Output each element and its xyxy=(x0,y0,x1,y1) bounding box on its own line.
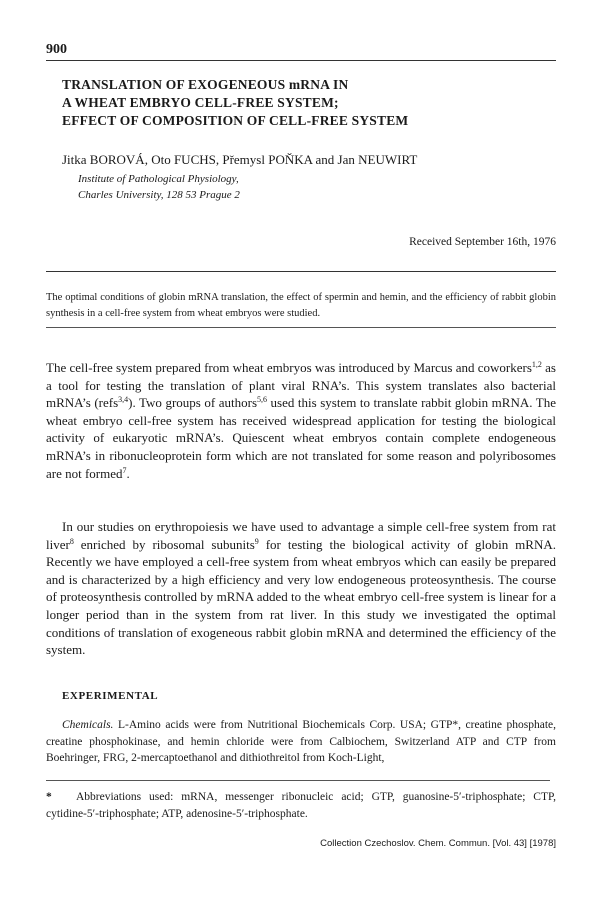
citation: 8 xyxy=(69,536,74,546)
page-number: 900 xyxy=(46,42,67,57)
footnote-rule xyxy=(46,780,550,781)
author-list: Jitka BOROVÁ, Oto FUCHS, Přemysl POŇKA and Jan NEUWIRT xyxy=(62,152,418,167)
header-rule xyxy=(46,60,556,61)
abstract-top-rule xyxy=(46,271,556,272)
title-line: EFFECT OF COMPOSITION OF CELL-FREE SYSTEM xyxy=(62,113,409,128)
section-heading: EXPERIMENTAL xyxy=(62,690,159,702)
citation: 7 xyxy=(122,465,127,475)
run-in-heading: Chemicals. xyxy=(62,719,114,731)
affiliation-line: Institute of Pathological Physiology, xyxy=(78,173,239,185)
citation: 5,6 xyxy=(257,395,268,405)
abstract-bottom-rule xyxy=(46,327,556,328)
chemicals-paragraph: Chemicals. L-Amino acids were from Nutritional Biochemicals Corp. USA; GTP*, creatine phosphate, creatine phosphokinase, and hemin chloride were from Calbiochem, Switzerland ATP and CTP from Boehringer, FRG, 2-mercaptoethanol and dithiothreitol from Koch-Light, xyxy=(46,719,556,764)
title-line: TRANSLATION OF EXOGENEOUS mRNA IN xyxy=(62,77,349,92)
affiliation-line: Charles University, 128 53 Prague 2 xyxy=(78,189,240,201)
footnote-mark: * xyxy=(46,791,52,803)
intro-paragraph-2: In our studies on erythropoiesis we have used to advantage a simple cell-free system from rat liver$^8$ enriched by ribosomal subunits$^9$ for testing the biological activity of globin mRNA. Recently we have employed a cell-free system from wheat embryos which can easily be prepared and is characterized by a high efficiency and very low endogeneous proteosynthesis. The course of proteosynthesis controlled by mRNA added to the wheat embryo cell-free system is linear for a longer period than in the system from rat liver. In this study we investigated the optimal conditions of translation of exogeneous rabbit globin mRNA and determined the efficiency of the system. xyxy=(46,519,556,658)
affiliation xyxy=(78,171,240,203)
citation: 1,2 xyxy=(531,360,542,369)
title-line: A WHEAT EMBRYO CELL-FREE SYSTEM; xyxy=(62,95,339,110)
abstract: The optimal conditions of globin mRNA translation, the effect of spermin and hemin, and the efficiency of rabbit globin synthesis in a cell-free system from wheat embryos were studied. xyxy=(46,292,556,319)
received-date: Received September 16th, 1976 xyxy=(409,236,556,248)
intro-paragraph-1: The cell-free system prepared from wheat embryos was introduced by Marcus and coworkers$^{1,2}$ as a tool for testing the translation of plant viral RNA’s. This system translates also bacterial mRNA’s (refs$^{3,4}$). Two groups of authors$^{5,6}$ used this system to translate rabbit globin mRNA. The wheat embryo cell-free system has received widespread application for testing the biological activity of eukaryotic mRNA’s. Quiescent wheat embryos contain complete endogeneous mRNA’s in ribonucleoprotein form which are not translated for some reason and polyribosomes are not formed$^7$. xyxy=(46,360,556,481)
article-title xyxy=(62,76,556,130)
citation: 9 xyxy=(254,536,259,546)
journal-footer: Collection Czechoslov. Chem. Commun. [Vol. 43] [1978] xyxy=(320,838,556,849)
footnote: * Abbreviations used: mRNA, messenger ribonucleic acid; GTP, guanosine-5′-triphosphate; CTP, cytidine-5′-triphosphate; ATP, adenosine-5′-triphosphate. xyxy=(46,791,556,820)
citation: 3,4 xyxy=(118,395,129,405)
